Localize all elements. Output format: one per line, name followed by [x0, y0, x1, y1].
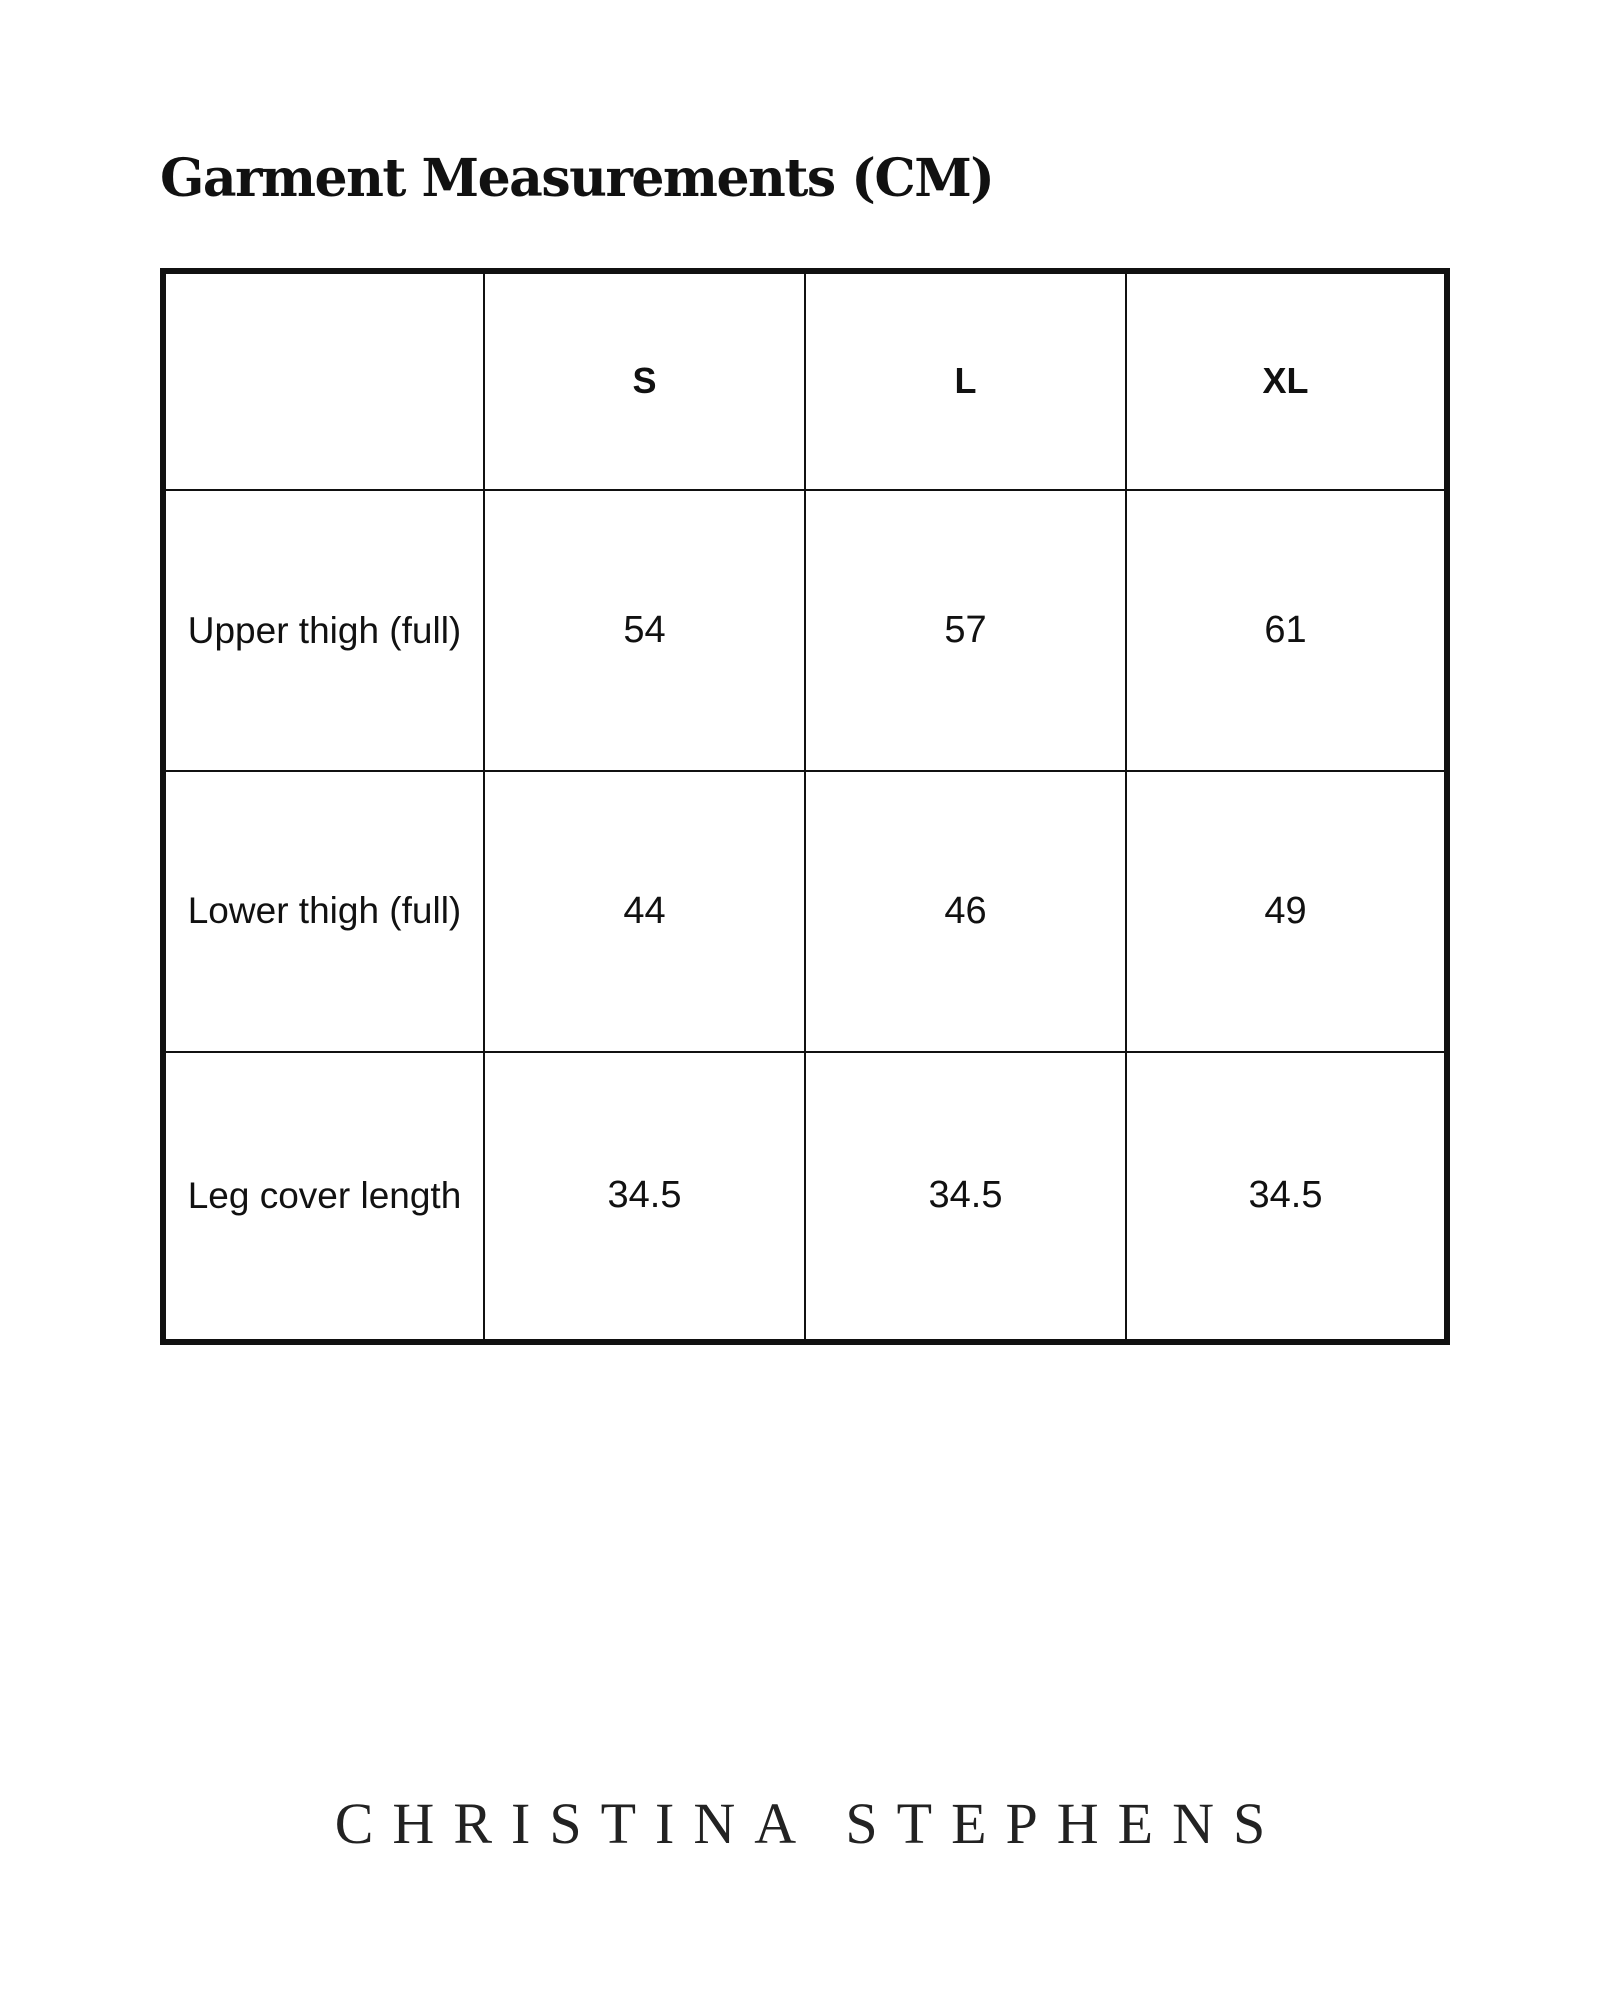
table-cell: 34.5: [484, 1052, 805, 1342]
table-cell: 54: [484, 490, 805, 771]
table-cell: 57: [805, 490, 1126, 771]
column-header-xl: XL: [1126, 271, 1447, 490]
column-header-s: S: [484, 271, 805, 490]
table-row: [163, 1052, 1447, 1342]
table-cell: 61: [1126, 490, 1447, 771]
row-label-lower-thigh: Lower thigh (full): [163, 771, 484, 1052]
table-row: [163, 771, 1447, 1052]
table-cell: 34.5: [805, 1052, 1126, 1342]
table-cell: 49: [1126, 771, 1447, 1052]
table-corner-cell: [163, 271, 484, 490]
table-row: [163, 490, 1447, 771]
row-label-upper-thigh: Upper thigh (full): [163, 490, 484, 771]
table-header-row: [163, 271, 1447, 490]
table-cell: 44: [484, 771, 805, 1052]
table-cell: 34.5: [1126, 1052, 1447, 1342]
column-header-l: L: [805, 271, 1126, 490]
size-chart-table: [160, 268, 1450, 1345]
page-title: Garment Measurements (CM): [160, 148, 994, 209]
row-label-leg-cover-length: Leg cover length: [163, 1052, 484, 1342]
brand-wordmark: CHRISTINA STEPHENS: [334, 1791, 1285, 1856]
table-cell: 46: [805, 771, 1126, 1052]
